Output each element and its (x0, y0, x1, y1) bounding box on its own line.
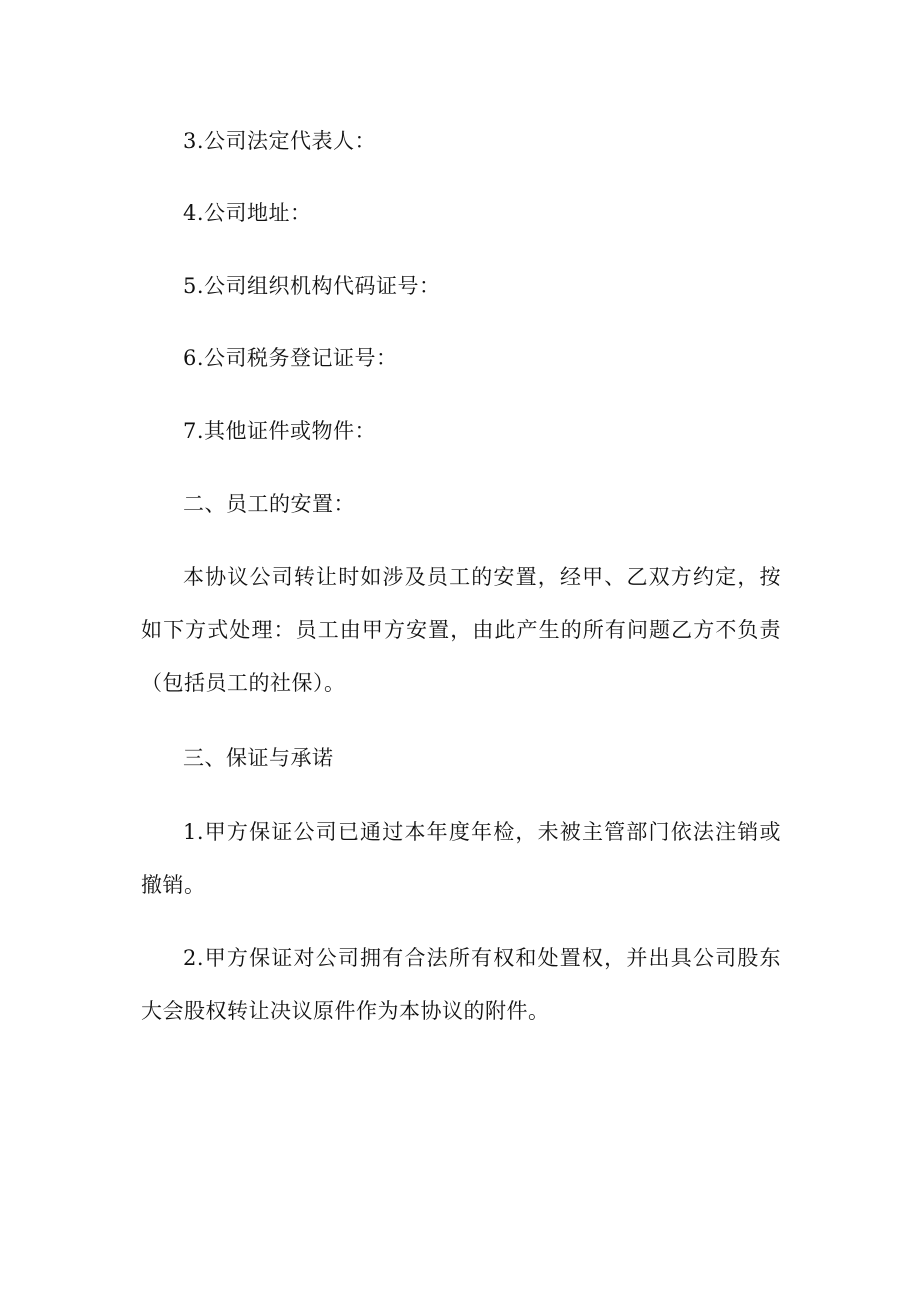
guarantee-item-ownership: 2.甲方保证对公司拥有合法所有权和处置权，并出具公司股东大会股权转让决议原件作为本协议的附件。 (141, 946, 781, 1023)
item-organization-code: 5.公司组织机构代码证号： (183, 274, 441, 298)
section-heading-guarantees: 三、保证与承诺 (183, 746, 334, 770)
paragraph-employee-placement: 本协议公司转让时如涉及员工的安置，经甲、乙双方约定，按如下方式处理：员工由甲方安置，由此产生的所有问题乙方不负责（包括员工的社保）。 (141, 565, 781, 695)
section-heading-employee-placement: 二、员工的安置： (183, 492, 355, 516)
guarantee-item-annual-inspection: 1.甲方保证公司已通过本年度年检，未被主管部门依法注销或撤销。 (141, 820, 781, 897)
item-tax-registration: 6.公司税务登记证号： (183, 346, 398, 370)
item-company-address: 4.公司地址： (183, 201, 312, 225)
item-other-documents: 7.其他证件或物件： (183, 419, 377, 443)
item-legal-representative: 3.公司法定代表人： (183, 129, 377, 153)
